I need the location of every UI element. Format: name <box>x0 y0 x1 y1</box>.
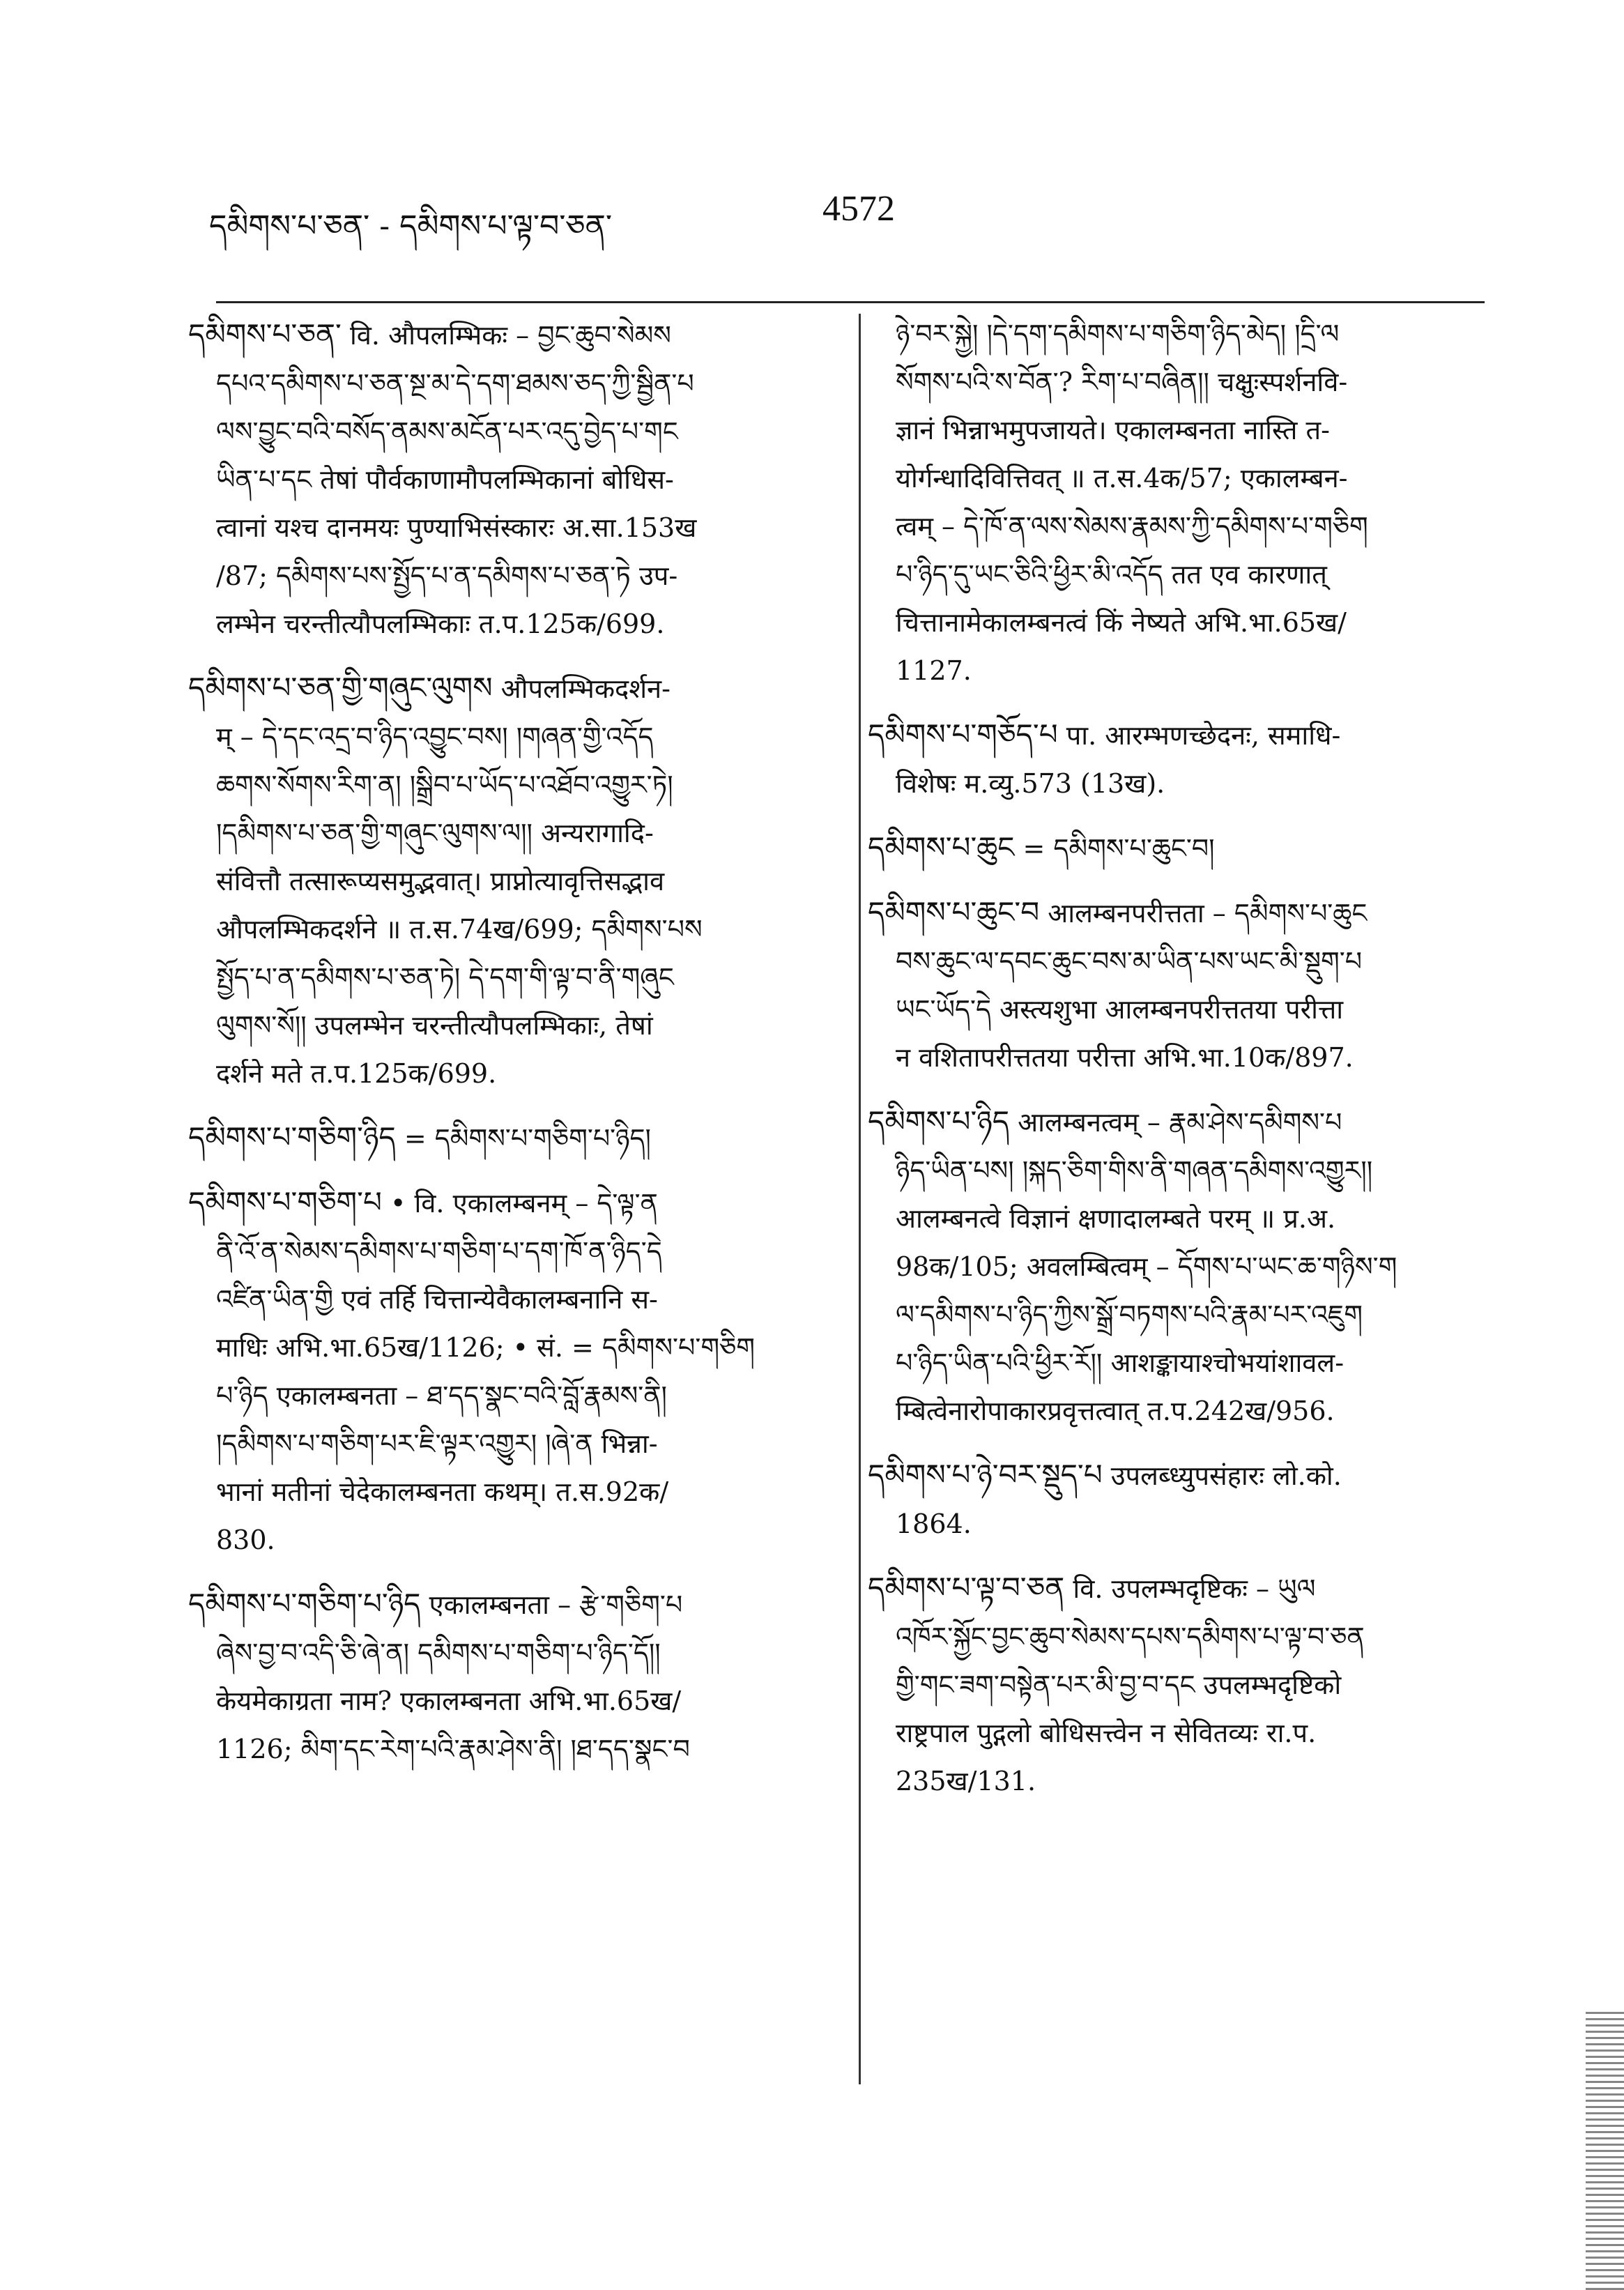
entry-line: ཉིད་ཡིན་པས། །སྐད་ཅིག་གིས་ནི་གཞན་དམིགས་འགྱུར།། <box>896 1155 1373 1186</box>
entry-line: པ་ཉིད་ཡིན་པའི་ཕྱིར་རོ།། आशङ्कायाश्चोभयांशावल- <box>896 1348 1345 1378</box>
entry-line: །དམིགས་པ་ཅན་གྱི་གཞུང་ལུགས་ལ།། अन्यरागादि- <box>216 818 654 848</box>
entry-line: སོགས་པའི་ས་བོན་? རིག་པ་བཞིན།། चक्षुःस्पर्शनवि- <box>896 367 1348 397</box>
entry-line: ཡིན་པ་དང तेषां पौर्वकाणामौपलम्भिकानां बोधिस- <box>216 464 674 495</box>
entry-line: 235ख/131. <box>896 1766 1036 1796</box>
entry-headword: དམིགས་པ་གཅིག་པ <box>188 1185 382 1219</box>
entry-line: पा. आरम्भणच्छेदनः, समाधि- <box>1066 720 1341 751</box>
entry-line: དཔའ་དམིགས་པ་ཅན་སྔ་མ་དེ་དག་ཐམས་ཅད་ཀྱི་སྦྱིན་པ <box>216 368 694 399</box>
entry-headword: དམིགས་པ་གཅོད་པ <box>868 717 1058 751</box>
right-column <box>868 310 1488 1821</box>
entry-line: ཆགས་སོགས་རིག་ན། །སྒྲིབ་པ་ཡོད་པ་འཐོབ་འགྱུར་ཏེ། <box>216 770 673 800</box>
dictionary-entry <box>868 888 1488 1082</box>
entry-line: ལ་དམིགས་པ་ཉིད་ཀྱིས་སྒྲོ་བཏགས་པའི་རྣམ་པར་འཇུག <box>896 1299 1363 1330</box>
entry-line: आलम्बनत्वे विज्ञानं क्षणादालम्बते परम् ॥ प्र.अ. <box>896 1203 1336 1234</box>
entry-line: ज्ञानं भिन्नाभमुपजायते। एकालम्बनता नास्ति त- <box>896 415 1330 445</box>
column-divider <box>859 314 861 2084</box>
entry-line: = དམིགས་པ་ཆུང་བ། <box>1022 833 1215 864</box>
entry-line: दर्शने मते त.प.125क/699. <box>216 1058 497 1089</box>
entry-line: संवित्तौ तत्सारूप्यसमुद्भवात्। प्राप्नोत्यावृत्तिसद्भाव <box>216 866 665 896</box>
entry-line: /87; དམིགས་པས་སྤྱོད་པ་ན་དམིགས་པ་ཅན་ཏེ उप- <box>216 560 678 591</box>
entry-line: • वि. एकालम्बनम् – དེ་ལྟ་ན <box>390 1188 658 1219</box>
entry-headword: དམིགས་པ་ཅན་གྱི་གཞུང་ལུགས <box>188 671 493 705</box>
entry-line: एकालम्बनता – རྩེ་གཅིག་པ <box>429 1589 683 1620</box>
entry-line: ཞེས་བྱ་བ་འདི་ཅི་ཞེ་ན། དམིགས་པ་གཅིག་པ་ཉིད་དོ།། <box>216 1638 661 1668</box>
entry-line: त्वम् – དེ་ཁོ་ན་ལས་སེམས་རྣམས་ཀྱི་དམིགས་པ་གཅིག <box>896 511 1368 542</box>
entry-headword: དམིགས་པ་ཅན་ <box>188 317 342 351</box>
dictionary-entry <box>868 310 1488 695</box>
entry-line: विशेषः म.व्यु.573 (13ख). <box>896 768 1165 799</box>
entry-line: योर्गन्धादिवित्तिवत् ॥ त.स.4क/57; एकालम्बन- <box>896 463 1348 494</box>
entry-headword: དམིགས་པ་ཆུང་བ <box>868 895 1040 929</box>
entry-line: བས་ཆུང་ལ་དབང་ཆུང་བས་མ་ཡིན་པས་ཡང་མི་སྡུག་པ <box>896 946 1363 977</box>
entry-headword: དམིགས་པ་ཆུང <box>868 830 1015 864</box>
dictionary-entry <box>868 1564 1488 1806</box>
entry-line: आलम्बनत्वम् – རྣམ་ཤེས་དམིགས་པ <box>1018 1107 1342 1138</box>
entry-line: ལུགས་སོ།། उपलम्भेन चरन्तीत्यौपलम्भिकाः, तेषां <box>216 1010 653 1041</box>
dictionary-entry <box>188 1113 836 1163</box>
entry-headword: དམིགས་པ་ལྟ་བ་ཅན <box>868 1571 1065 1605</box>
entry-line: म्बित्वेनारोपाकारप्रवृत्तत्वात् त.प.242ख/956. <box>896 1396 1335 1426</box>
entry-line: लम्भेन चरन्तीत्यौपलम्भिकाः त.प.125क/699. <box>216 609 665 639</box>
entry-line: 1864. <box>896 1509 972 1539</box>
entry-headword: དམིགས་པ་ཉེ་བར་སྡུད་པ <box>868 1458 1103 1492</box>
entry-line: འཛིན་ཡིན་གྱི एवं तर्हि चित्तान्येवैकालम्बनानि स- <box>216 1284 658 1315</box>
entry-line: ཡང་ཡོད་དེ अस्त्यशुभा आलम्बनपरीत्ततया परीत्ता <box>896 994 1344 1025</box>
dictionary-entry <box>868 1451 1488 1548</box>
entry-line: = དམིགས་པ་གཅིག་པ་ཉིད། <box>404 1123 651 1154</box>
entry-line: གྱི་གང་ཟག་བསྟེན་པར་མི་བྱ་བ་དང उपलम्भदृष्टिको <box>896 1670 1342 1700</box>
entry-line: केयमेकाग्रता नाम? एकालम्बनता अभि.भा.65ख/ <box>216 1686 682 1716</box>
entry-headword: དམིགས་པ་ཉིད <box>868 1104 1010 1138</box>
entry-line: ནི་འོ་ན་སེམས་དམིགས་པ་གཅིག་པ་དག་ཁོ་ན་ཉིད་དེ <box>216 1236 662 1267</box>
entry-line: त्वानां यश्च दानमयः पुण्याभिसंस्कारः अ.सा.153ख <box>216 512 697 543</box>
entry-line: 1126; མིག་དང་རེག་པའི་རྣམ་ཤེས་ནི། །ཐ་དད་སྣང་བ <box>216 1734 690 1764</box>
entry-line: वि. उपलम्भदृष्टिकः – ཡུལ <box>1073 1573 1316 1604</box>
left-column <box>188 310 836 1789</box>
dictionary-entry <box>868 1097 1488 1435</box>
entry-line: माधिः अभि.भा.65ख/1126; • सं. = དམིགས་པ་གཅིག <box>216 1332 755 1363</box>
dictionary-entry <box>188 664 836 1098</box>
dictionary-entry <box>188 310 836 648</box>
scan-edge-noise <box>1586 2008 1624 2290</box>
entry-line: 98क/105; अवलम्बित्वम् – དོགས་པ་ཡང་ཆ་གཉིས་ག <box>896 1251 1397 1282</box>
entry-line: འཁོར་སྐྱོང་བྱང་ཆུབ་སེམས་དཔས་དམིགས་པ་ལྟ་བ་ཅན <box>896 1621 1365 1652</box>
dictionary-entry <box>188 1580 836 1773</box>
dictionary-entry <box>868 710 1488 808</box>
entry-line: 1127. <box>896 655 972 686</box>
entry-line: न वशितापरीत्ततया परीत्ता अभि.भा.10क/897. <box>896 1042 1354 1073</box>
entry-line: वि. औपलम्भिकः – བྱང་ཆུབ་སེམས <box>349 320 671 351</box>
entry-line: म् – དེ་དང་འདྲ་བ་ཉིད་འབྱུང་བས། །གཞན་གྱི་འདོད <box>216 722 654 752</box>
page-number: 4572 <box>822 189 895 229</box>
entry-line: औपलम्भिकदर्शने ॥ त.स.74ख/699; དམིགས་པས <box>216 914 703 945</box>
running-header: དམིགས་པ་ཅན་ - དམིགས་པ་ལྟ་བ་ཅན་ <box>209 208 613 244</box>
entry-line: པ་ཉིད་དུ་ཡང་ཅིའི་ཕྱིར་མི་འདོད तत एव कारणात् <box>896 559 1327 590</box>
entry-headword: དམིགས་པ་གཅིག་ཉིད <box>188 1120 396 1154</box>
entry-headword: དམིགས་པ་གཅིག་པ་ཉིད <box>188 1587 421 1621</box>
entry-line: औपलम्भिकदर्शन- <box>500 673 671 704</box>
dictionary-entry <box>188 1178 836 1564</box>
entry-line: भानां मतीनां चेदेकालम्बनता कथम्। त.स.92क/ <box>216 1476 669 1507</box>
entry-line: चित्तानामेकालम्बनत्वं किं नेष्यते अभि.भा.65ख/ <box>896 607 1347 638</box>
entry-line: སྤྱོད་པ་ན་དམིགས་པ་ཅན་ཏེ། དེ་དག་གི་ལྟ་བ་ནི་གཞུང <box>216 962 674 993</box>
entry-line: ཉེ་བར་སྐྱེ། །དེ་དག་དམིགས་པ་གཅིག་ཉིད་མེད། །དྲི་ལ <box>896 319 1340 349</box>
entry-line: आलम्बनपरीत्तता – དམིགས་པ་ཆུང <box>1048 898 1368 929</box>
entry-line: 830. <box>216 1525 275 1555</box>
entry-line: राष्ट्रपाल पुद्गलो बोधिसत्त्वेन न सेवितव्यः रा.प. <box>896 1718 1317 1748</box>
dictionary-entry <box>868 823 1488 873</box>
entry-line: उपलब्ध्युपसंहारः लो.को. <box>1110 1460 1342 1491</box>
entry-line: པ་ཉིད एकालम्बनता – ཐ་དད་སྣང་བའི་བློ་རྣམས་ནི། <box>216 1380 667 1411</box>
entry-line: ལས་བྱུང་བའི་བསོད་ནམས་མངོན་པར་འདུ་བྱེད་པ་གང <box>216 416 678 447</box>
entry-line: །དམིགས་པ་གཅིག་པར་ཇི་ལྟར་འགྱུར། །ཞེ་ན भिन्ना- <box>216 1428 658 1459</box>
header-rule <box>216 301 1485 303</box>
